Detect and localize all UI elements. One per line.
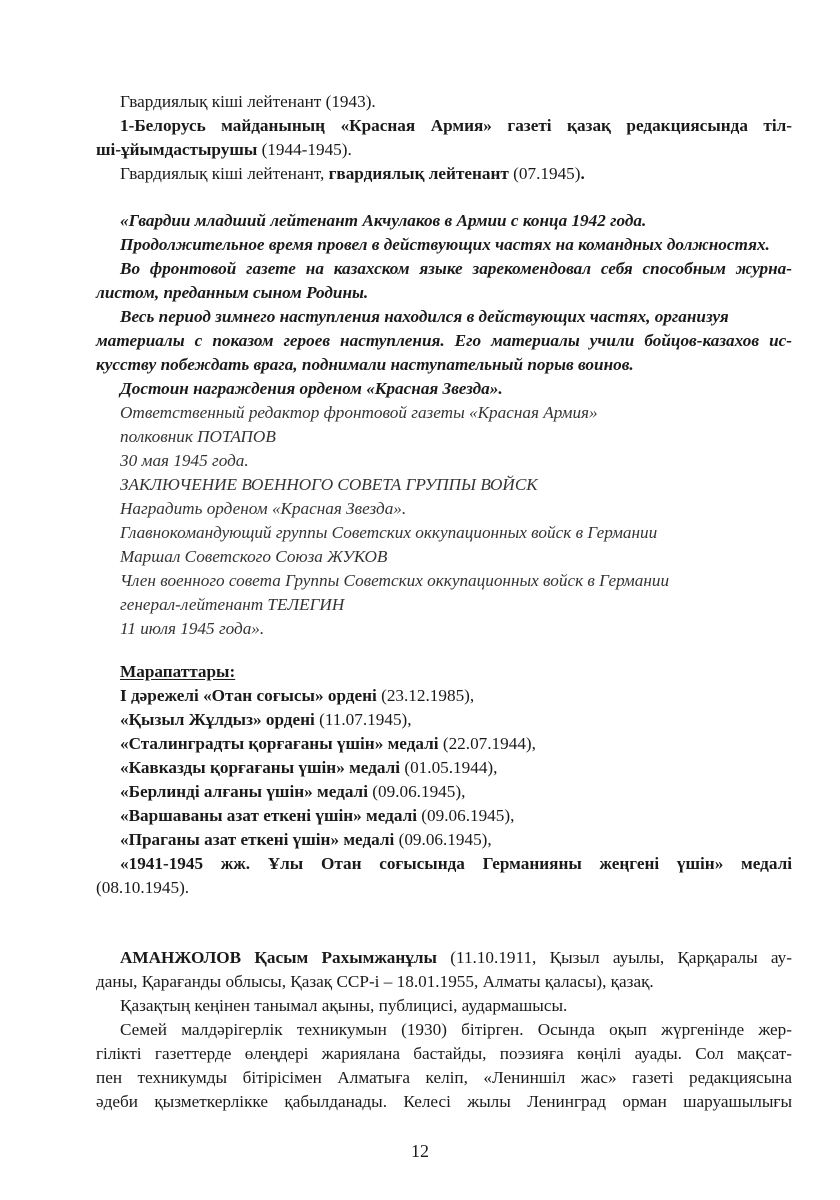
career-line-1: Гвардиялық кіші лейтенант (1943). (120, 92, 376, 111)
citation-line-2: Продолжительное время провел в действующих частях на командных должностях. (120, 235, 770, 254)
citation-line-3: Во фронтовой газете на казахском языке зарекомендовал себя способным журна- (120, 259, 792, 278)
bio-line-6: пен техникумды бітірісімен Алматыға келіп, «Лениншіл жас» газеті редакциясына (96, 1068, 792, 1087)
signature-line-9: генерал-лейтенант ТЕЛЕГИН (120, 595, 345, 614)
bio-line-1: АМАНЖОЛОВ Қасым Рахымжанұлы (11.10.1911, Қызыл ауылы, Қарқаралы ау- (120, 948, 792, 967)
citation-line-6: материалы с показом героев наступления. Его материалы учили бойцов-казахов ис- (96, 331, 792, 350)
signature-line-7: Маршал Советского Союза ЖУКОВ (120, 547, 388, 566)
signature-line-1: Ответственный редактор фронтовой газеты «Красная Армия» (120, 403, 598, 422)
signature-line-3: 30 мая 1945 года. (120, 451, 249, 470)
bio-line-3: Қазақтың кеңінен танымал ақыны, публицисі, аудармашысы. (120, 996, 568, 1015)
citation-line-1: «Гвардии младший лейтенант Акчулаков в Армии с конца 1942 года. (120, 211, 647, 230)
signature-line-4: ЗАКЛЮЧЕНИЕ ВОЕННОГО СОВЕТА ГРУППЫ ВОЙСК (120, 475, 538, 494)
award-item: «Варшаваны азат еткені үшін» медалі (09.06.1945), (120, 806, 515, 825)
award-item: «Праганы азат еткені үшін» медалі (09.06.1945), (120, 830, 492, 849)
bio-line-5: гілікті газеттерде өлеңдері жариялана бастайды, поэзияға көңілі ауады. Сол мақсат- (96, 1044, 792, 1063)
signature-line-5: Наградить орденом «Красная Звезда». (120, 499, 407, 518)
award-item: «Кавказды қорғағаны үшін» медалі (01.05.1944), (120, 758, 498, 777)
signature-line-2: полковник ПОТАПОВ (120, 427, 276, 446)
page-number: 12 (411, 1141, 429, 1161)
award-item-last: «1941-1945 жж. Ұлы Отан соғысында Германияны жеңгені үшін» медалі (120, 854, 792, 873)
citation-line-4: листом, преданным сыном Родины. (96, 283, 369, 302)
award-item: «Сталинградты қорғағаны үшін» медалі (22.07.1944), (120, 734, 536, 753)
citation-line-7: кусству побеждать врага, поднимали наступательный порыв воинов. (96, 355, 634, 374)
citation-line-5: Весь период зимнего наступления находился в действующих частях, организуя (120, 307, 729, 326)
award-item: «Қызыл Жұлдыз» ордені (11.07.1945), (120, 710, 412, 729)
award-item: «Берлинді алғаны үшін» медалі (09.06.1945), (120, 782, 466, 801)
citation-line-8: Достоин награждения орденом «Красная Звезда». (120, 379, 503, 398)
signature-line-6: Главнокомандующий группы Советских оккупационных войск в Германии (120, 523, 658, 542)
award-item-last-date: (08.10.1945). (96, 878, 190, 897)
signature-line-10: 11 июля 1945 года». (120, 619, 265, 638)
career-line-3: ші-ұйымдастырушы (1944-1945). (96, 140, 352, 159)
career-line-4: Гвардиялық кіші лейтенант, гвардиялық лейтенант (07.1945). (120, 164, 585, 183)
bio-line-7: әдеби қызметкерлікке қабылданады. Келесі жылы Ленинград орман шаруашылығы (96, 1092, 792, 1111)
career-line-2: 1-Белорусь майданының «Красная Армия» газеті қазақ редакциясында тіл- (120, 116, 792, 135)
bio-line-4: Семей малдәрігерлік техникумын (1930) бітірген. Осында оқып жүргенінде жер- (120, 1020, 792, 1039)
award-item: I дәрежелі «Отан соғысы» ордені (23.12.1985), (120, 686, 475, 705)
awards-heading: Марапаттары: (120, 662, 236, 681)
signature-line-8: Член военного совета Группы Советских оккупационных войск в Германии (120, 571, 670, 590)
bio-line-2: даны, Қарағанды облысы, Қазақ ССР-і – 18.01.1955, Алматы қаласы), қазақ. (96, 972, 654, 991)
